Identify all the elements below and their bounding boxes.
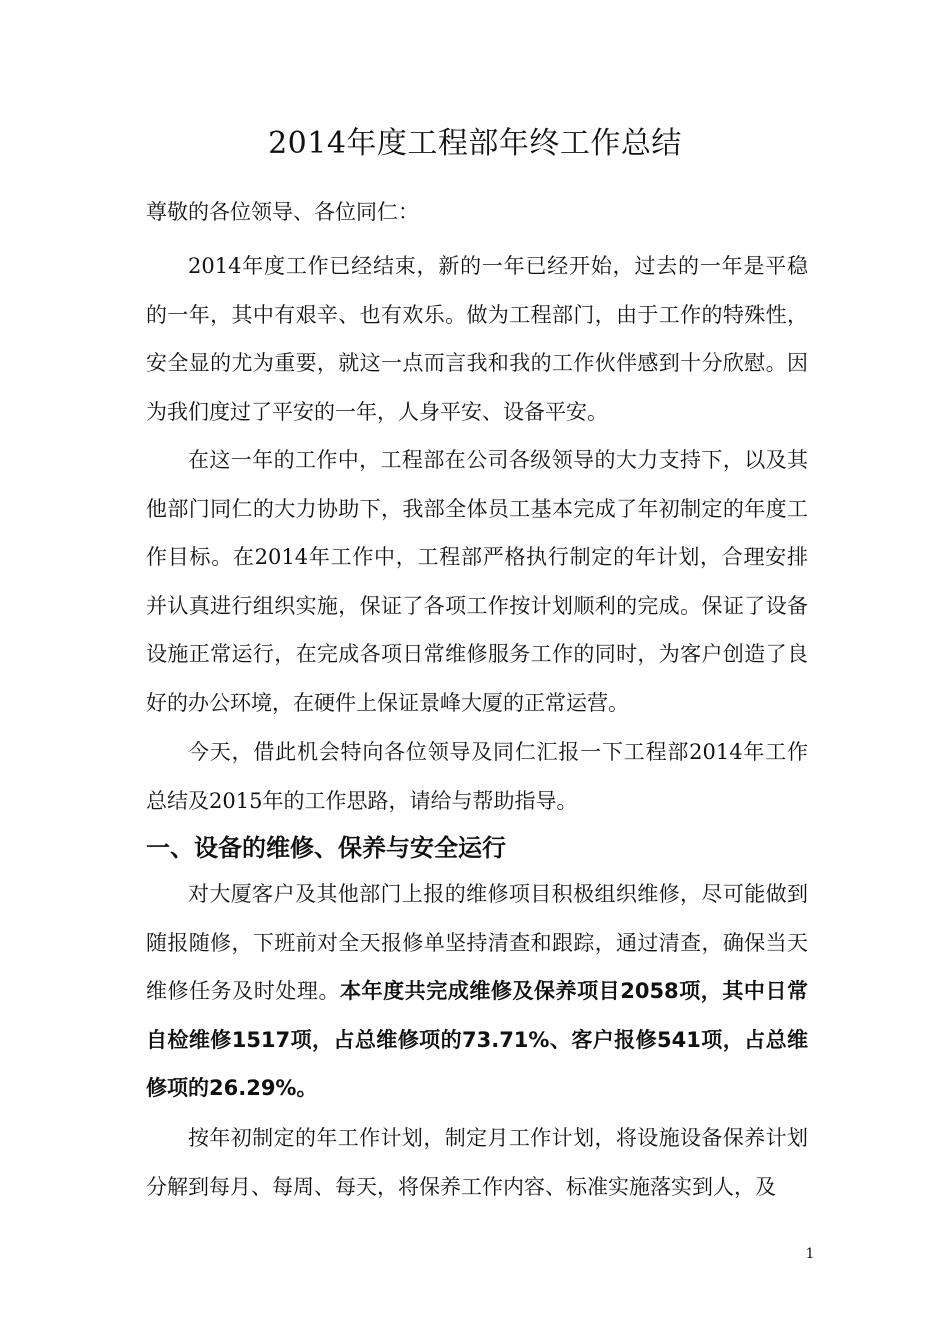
salutation: 尊敬的各位领导、各位同仁：	[146, 200, 419, 224]
paragraph-maintenance-stats	[146, 870, 808, 1113]
paragraph-intro: 2014年度工作已经结束，新的一年已经开始，过去的一年是平稳的一年，其中有艰辛、也有欢乐。做为工程部门，由于工作的特殊性，安全显的尤为重要，就这一点而言我和我的工作伙伴感到十分欣慰。因为我们度过了平安的一年，人身平安、设备平安。	[146, 254, 808, 424]
section-heading-maintenance: 一、设备的维修、保养与安全运行	[146, 834, 506, 862]
maintenance-text: 对大厦客户及其他部门上报的维修项目积极组织维修，尽可能做到随报随修，下班前对全天报修单坚持清查和跟踪，通过清查，确保当天维修任务及时处理。	[146, 882, 808, 1004]
paragraph-achievements: 在这一年的工作中，工程部在公司各级领导的大力支持下，以及其他部门同仁的大力协助下，我部全体员工基本完成了年初制定的年度工作目标。在2014年工作中，工程部严格执行制定的年计划，合理安排并认真进行组织实施，保证了各项工作按计划顺利的完成。保证了设备设施正常运行，在完成各项日常维修服务工作的同时，为客户创造了良好的办公环境，在硬件上保证景峰大厦的正常运营。	[146, 448, 808, 715]
maintenance-stats-bold: 本年度共完成维修及保养项目2058项，其中日常自检维修1517项，占总维修项的73.71%、客户报修541项，占总维修项的26.29%。	[146, 979, 808, 1101]
paragraph-maintenance-plan: 按年初制定的年工作计划，制定月工作计划，将设施设备保养计划分解到每月、每周、每天，将保养工作内容、标准实施落实到人，及	[146, 1126, 808, 1199]
page-number: 1	[805, 1246, 815, 1262]
document-title: 2014年度工程部年终工作总结	[268, 126, 682, 161]
paragraph-report-intro: 今天，借此机会特向各位领导及同仁汇报一下工程部2014年工作总结及2015年的工作思路，请给与帮助指导。	[146, 740, 808, 813]
